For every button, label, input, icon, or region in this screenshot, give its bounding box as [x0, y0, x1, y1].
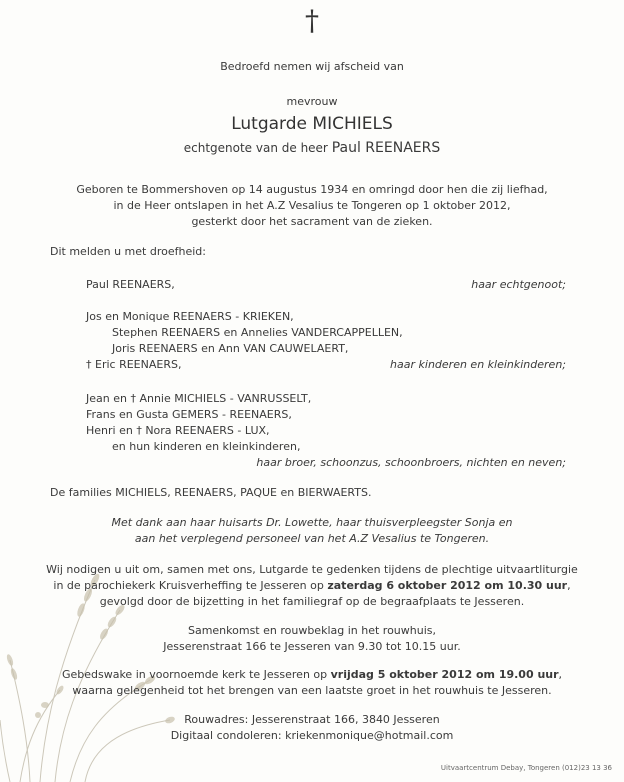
vigil-line-2: waarna gelegenheid tot het brengen van een laatste groet in het rouwhuis te Jesseren.: [72, 684, 552, 697]
relative-paul: Paul REENAERS,: [86, 278, 175, 291]
child-line-1: Jos en Monique REENAERS - KRIEKEN,: [86, 310, 294, 323]
footer-credit: Uitvaartcentrum Debay, Tongeren (012)23 13 36: [440, 764, 612, 772]
sibling-line-4: en hun kinderen en kleinkinderen,: [112, 440, 301, 453]
spouse-prefix: echtgenote van de heer: [183, 141, 328, 155]
intro-text: Bedroefd nemen wij afscheid van: [220, 60, 404, 73]
title-text: mevrouw: [286, 95, 338, 108]
spouse-line: [0, 140, 624, 156]
children-role: haar kinderen en kleinkinderen;: [390, 358, 566, 371]
spouse-name: Paul REENAERS: [331, 140, 441, 156]
cross-icon: †: [305, 4, 319, 37]
condolence-email-link[interactable]: kriekenmonique@hotmail.com: [285, 729, 454, 742]
thanks-line-2: aan het verplegend personeel van het A.Z Vesalius te Tongeren.: [134, 532, 490, 545]
funeral-line-2-end: ,: [567, 579, 571, 592]
vigil-line-1: [0, 668, 624, 681]
relative-paul-role: haar echtgenoot;: [471, 278, 566, 291]
funeral-line-3: gevolgd door de bijzetting in het familiegraf op de begraafplaats te Jesseren.: [99, 595, 525, 608]
condolence-label: Digitaal condoleren:: [170, 729, 286, 742]
funeral-date: zaterdag 6 oktober 2012 om 10.30 uur: [327, 579, 568, 592]
families-line: De families MICHIELS, REENAERS, PAQUE en BIERWAERTS.: [50, 486, 372, 499]
gathering-line-2: Jesserenstraat 166 te Jesseren van 9.30 tot 10.15 uur.: [163, 640, 461, 653]
gathering-line-1: Samenkomst en rouwbeklag in het rouwhuis,: [187, 624, 437, 637]
child-line-4: † Eric REENAERS,: [86, 358, 182, 371]
condolence-line: [0, 729, 624, 742]
address-line: Rouwadres: Jesserenstraat 166, 3840 Jesseren: [184, 713, 440, 726]
vigil-line-1-end: ,: [558, 668, 563, 681]
thanks-line-1: Met dank aan haar huisarts Dr. Lowette, haar thuisverpleegster Sonja en: [111, 516, 513, 529]
funeral-line-1: Wij nodigen u uit om, samen met ons, Lutgarde te gedenken tijdens de plechtige uitvaartliturgie: [46, 563, 578, 576]
child-line-2: Stephen REENAERS en Annelies VANDERCAPPELLEN,: [112, 326, 403, 339]
siblings-role: haar broer, schoonzus, schoonbroers, nichten en neven;: [256, 456, 566, 469]
sibling-line-3: Henri en † Nora REENAERS - LUX,: [86, 424, 270, 437]
vigil-line-1-text: Gebedswake in voornoemde kerk te Jesseren op: [61, 668, 331, 681]
child-line-3: Joris REENAERS en Ann VAN CAUWELAERT,: [112, 342, 349, 355]
birth-line-1: Geboren te Bommershoven op 14 augustus 1934 en omringd door hen die zij liefhad,: [76, 183, 548, 196]
sibling-line-1: Jean en † Annie MICHIELS - VANRUSSELT,: [86, 392, 312, 405]
deceased-name: Lutgarde MICHIELS: [231, 114, 393, 134]
sibling-line-2: Frans en Gusta GEMERS - REENAERS,: [86, 408, 292, 421]
birth-line-3: gesterkt door het sacrament van de zieken.: [191, 215, 433, 228]
birth-line-2: in de Heer ontslapen in het A.Z Vesalius te Tongeren op 1 oktober 2012,: [113, 199, 511, 212]
funeral-line-2: [0, 579, 624, 592]
vigil-date: vrijdag 5 oktober 2012 om 19.00 uur: [330, 668, 559, 681]
funeral-line-2-text: in de parochiekerk Kruisverheffing te Jesseren op: [53, 579, 328, 592]
announce-text: Dit melden u met droefheid:: [50, 245, 206, 258]
grass-illustration: [0, 540, 190, 782]
